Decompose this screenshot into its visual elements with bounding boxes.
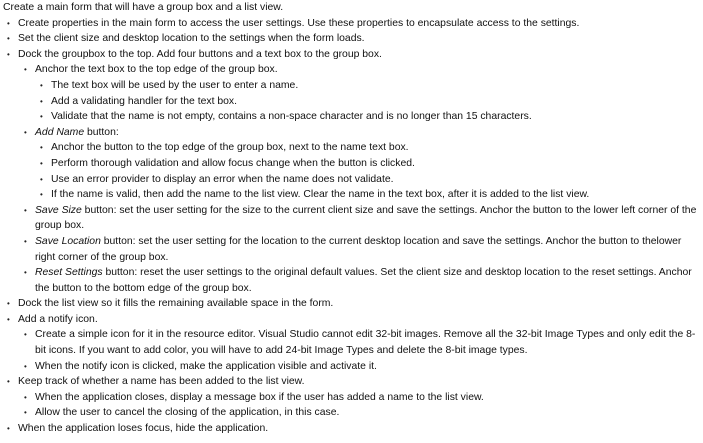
bullet-icon: •: [7, 377, 10, 387]
list-item: • Use an error provider to display an error when the name does not validate.: [3, 172, 699, 188]
list-item: • Create a simple icon for it in the resource editor. Visual Studio cannot edit 32-bit images. Remove all the 32-bit Image Types and only edit the 8-bit icons. If you want to add color, you will have to add 24-bit Image Types and delete the 8-bit image types.: [24, 329, 696, 357]
list-item: • When the application closes, display a message box if the user has added a name to the list view.: [3, 390, 699, 406]
list-item: • Add Name button:: [3, 125, 699, 141]
bullet-icon: •: [24, 127, 27, 137]
list-item: • If the name is valid, then add the name to the list view. Clear the name in the text box, after it is added to the list view.: [3, 187, 699, 203]
bullet-icon: •: [24, 361, 27, 371]
bullet-icon: •: [7, 299, 10, 309]
instruction-list: [3, 16, 699, 437]
list-item: • Set the client size and desktop location to the settings when the form loads.: [3, 31, 699, 47]
bullet-icon: •: [7, 314, 10, 324]
bullet-icon: •: [40, 96, 43, 106]
bullet-icon: •: [24, 392, 27, 402]
list-item: • When the application loses focus, hide the application.: [3, 421, 699, 437]
bullet-icon: •: [24, 408, 27, 418]
bullet-icon: •: [40, 190, 43, 200]
list-item: • Anchor the text box to the top edge of the group box.: [3, 62, 699, 78]
list-item: • When the notify icon is clicked, make the application visible and activate it.: [3, 359, 699, 375]
bullet-icon: •: [7, 49, 10, 59]
list-item: • Validate that the name is not empty, contains a non-space character and is no longer than 15 characters.: [3, 109, 699, 125]
list-item: • Keep track of whether a name has been added to the list view.: [3, 374, 699, 390]
button-name-emphasis: Add Name: [35, 126, 85, 138]
bullet-icon: •: [24, 65, 27, 75]
bullet-icon: •: [40, 112, 43, 122]
bullet-icon: •: [7, 424, 10, 434]
bullet-icon: •: [24, 268, 27, 278]
bullet-icon: •: [7, 18, 10, 28]
list-item: • The text box will be used by the user to enter a name.: [3, 78, 699, 94]
button-name-emphasis: Save Size: [35, 204, 82, 216]
bullet-icon: •: [40, 80, 43, 90]
list-item: • Add a notify icon.: [3, 312, 699, 328]
list-item: • Save Location button: set the user setting for the location to the current desktop location and save the settings. Anchor the button to thelower right corner of the group box.: [24, 235, 682, 263]
intro-text: Create a main form that will have a group box and a list view.: [3, 2, 284, 13]
bullet-icon: •: [24, 205, 27, 215]
list-item: • Anchor the button to the top edge of the group box, next to the name text box.: [3, 140, 699, 156]
list-item: • Dock the list view so it fills the remaining available space in the form.: [3, 296, 699, 312]
list-item: • Create properties in the main form to access the user settings. Use these properties to encapsulate access to the settings.: [3, 16, 699, 32]
list-item: • Save Size button: set the user setting for the size to the current client size and save the settings. Anchor the button to the lower left corner of the group box.: [24, 204, 697, 232]
bullet-icon: •: [24, 330, 27, 340]
list-item: • Perform thorough validation and allow focus change when the button is clicked.: [3, 156, 699, 172]
bullet-icon: •: [7, 34, 10, 44]
list-item: • Add a validating handler for the text box.: [3, 94, 699, 110]
list-item: • Reset Settings button: reset the user settings to the original default values. Set the client size and desktop location to the reset settings. Anchor the button to the bottom edge of the group box.: [24, 267, 692, 294]
bullet-icon: •: [40, 143, 43, 153]
button-name-emphasis: Reset Settings: [35, 267, 103, 279]
list-item: • Allow the user to cancel the closing of the application, in this case.: [3, 405, 699, 421]
bullet-icon: •: [40, 174, 43, 184]
bullet-icon: •: [24, 236, 27, 246]
list-item: • Dock the groupbox to the top. Add four buttons and a text box to the group box.: [3, 47, 699, 63]
button-name-emphasis: Save Location: [35, 235, 101, 247]
bullet-icon: •: [40, 158, 43, 168]
